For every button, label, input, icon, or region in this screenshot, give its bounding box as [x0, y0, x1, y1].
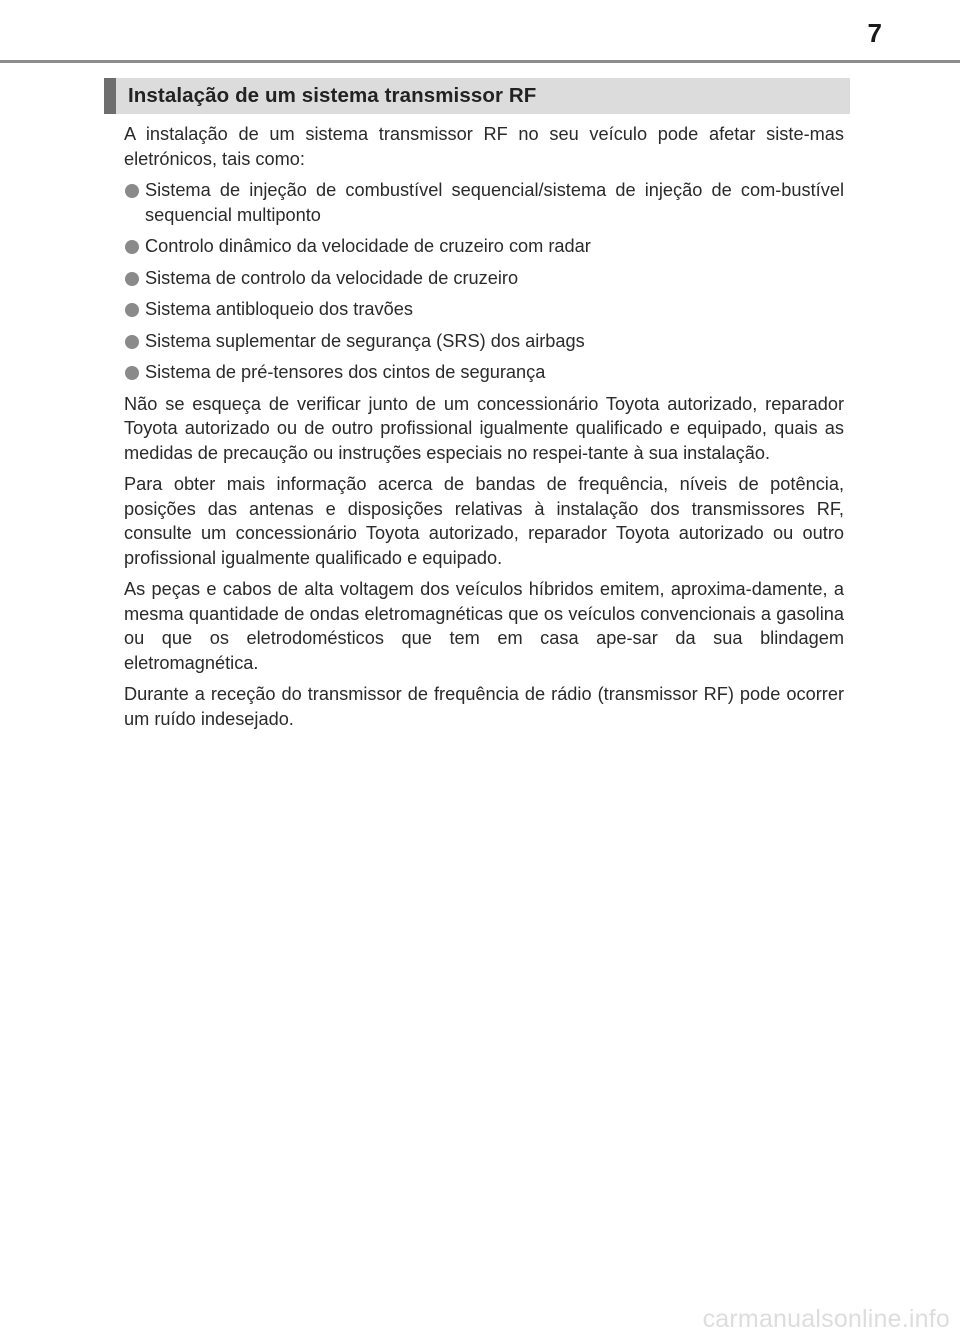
bullet-icon [125, 335, 139, 349]
section-title: Instalação de um sistema transmissor RF [128, 84, 537, 107]
list-item [124, 329, 844, 354]
list-item [124, 266, 844, 291]
bullet-text: Sistema suplementar de segurança (SRS) dos airbags [145, 330, 585, 351]
list-item [124, 360, 844, 385]
bullet-text: Sistema antibloqueio dos travões [145, 299, 413, 319]
list-item [124, 234, 844, 259]
paragraph-noise: Durante a receção do transmissor de frequência de rádio (transmissor RF) pode ocorrer um ruído indesejado. [124, 684, 844, 729]
paragraph-frequency-info: Para obter mais informação acerca de bandas de frequência, níveis de potência, posições das antenas e disposições relativas à instalação dos transmissores RF, consulte um concessionário Toyota autorizado, reparador Toyota autorizado ou outro profissional igualmente qualificado e equipado. [124, 474, 844, 568]
section-header [104, 78, 850, 114]
bullet-icon [125, 303, 139, 317]
watermark-logo: carmanualsonline.info [702, 1305, 950, 1333]
body-content [124, 122, 844, 738]
bullet-icon [125, 240, 139, 254]
bullet-icon [125, 272, 139, 286]
bullet-text: Sistema de controlo da velocidade de cruzeiro [145, 267, 519, 288]
paragraph-dealer-check: Não se esqueça de verificar junto de um concessionário Toyota autorizado, reparador Toyota autorizado ou de outro profissional igualmente qualificado e equipado, quais as medidas de precaução ou instruções especiais no respei-tante à sua instalação. [124, 393, 844, 463]
bullet-text: Sistema de pré-tensores dos cintos de segurança [145, 362, 546, 382]
list-item [124, 297, 844, 322]
list-item [124, 178, 844, 227]
bullet-text: Controlo dinâmico da velocidade de cruzeiro com radar [145, 236, 591, 256]
bullet-list [124, 178, 844, 385]
bullet-icon [125, 366, 139, 380]
bullet-icon [125, 184, 139, 198]
paragraph-hybrid-emissions: As peças e cabos de alta voltagem dos veículos híbridos emitem, aproxima-damente, a mesma quantidade de ondas eletromagnéticas que os veículos convencionais a gasolina ou que os eletrodomésticos que tem em casa ape-sar da sua blindagem eletromagnética. [124, 579, 844, 673]
page-number: 7 [867, 18, 882, 48]
top-rule [0, 60, 960, 63]
intro-paragraph: A instalação de um sistema transmissor RF no seu veículo pode afetar siste-mas eletrónicos, tais como: [124, 124, 844, 169]
bullet-text: Sistema de injeção de combustível sequencial/sistema de injeção de com-bustível sequencial multiponto [145, 180, 844, 225]
